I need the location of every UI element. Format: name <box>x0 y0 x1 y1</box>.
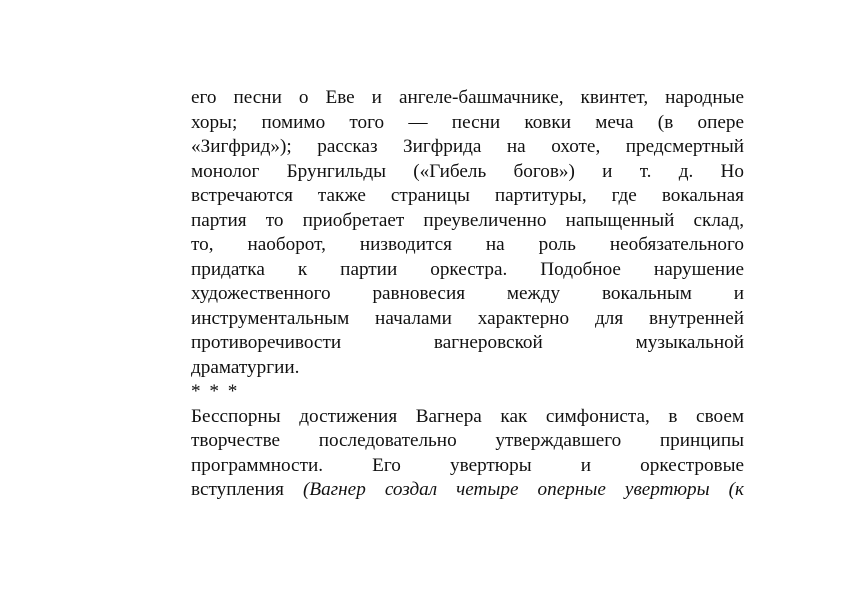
document-text <box>191 86 744 503</box>
text-regular: вступления <box>191 479 284 500</box>
text-line: то, наоборот, низводится на роль необязательного <box>191 234 744 255</box>
text-line: драматургии. <box>191 356 300 378</box>
text-line: программности. Его увертюры и оркестровые <box>191 454 744 476</box>
text-line: противоречивости вагнеровской музыкальной <box>191 332 744 353</box>
text-line: встречаются также страницы партитуры, где вокальная <box>191 185 744 206</box>
text-line: хоры; помимо того — песни ковки меча (в опере <box>191 111 744 133</box>
section-separator: * * * <box>191 381 240 402</box>
text-italic: (Вагнер создал четыре оперные увертюры (к <box>302 479 745 500</box>
text-line: Бесспорны достижения Вагнера как симфониста, в своем <box>191 405 744 427</box>
text-line: монолог Брунгильды («Гибель богов») и т. д. Но <box>191 160 744 182</box>
text-line: придатка к партии оркестра. Подобное нарушение <box>191 258 744 280</box>
text-line: его песни о Еве и ангеле-башмачнике, квинтет, народные <box>191 87 744 108</box>
paragraph-2 <box>191 405 744 503</box>
paragraph-1 <box>191 86 744 380</box>
text-line: партия то приобретает преувеличенно напыщенный склад, <box>191 209 744 231</box>
text-line: инструментальным началами характерно для внутренней <box>191 307 744 329</box>
text-line-mixed <box>191 478 744 503</box>
text-line: художественного равновесия между вокальным и <box>191 283 744 304</box>
text-line: творчестве последовательно утверждавшего принципы <box>191 430 744 451</box>
text-line: «Зигфрид»); рассказ Зигфрида на охоте, предсмертный <box>191 136 744 157</box>
